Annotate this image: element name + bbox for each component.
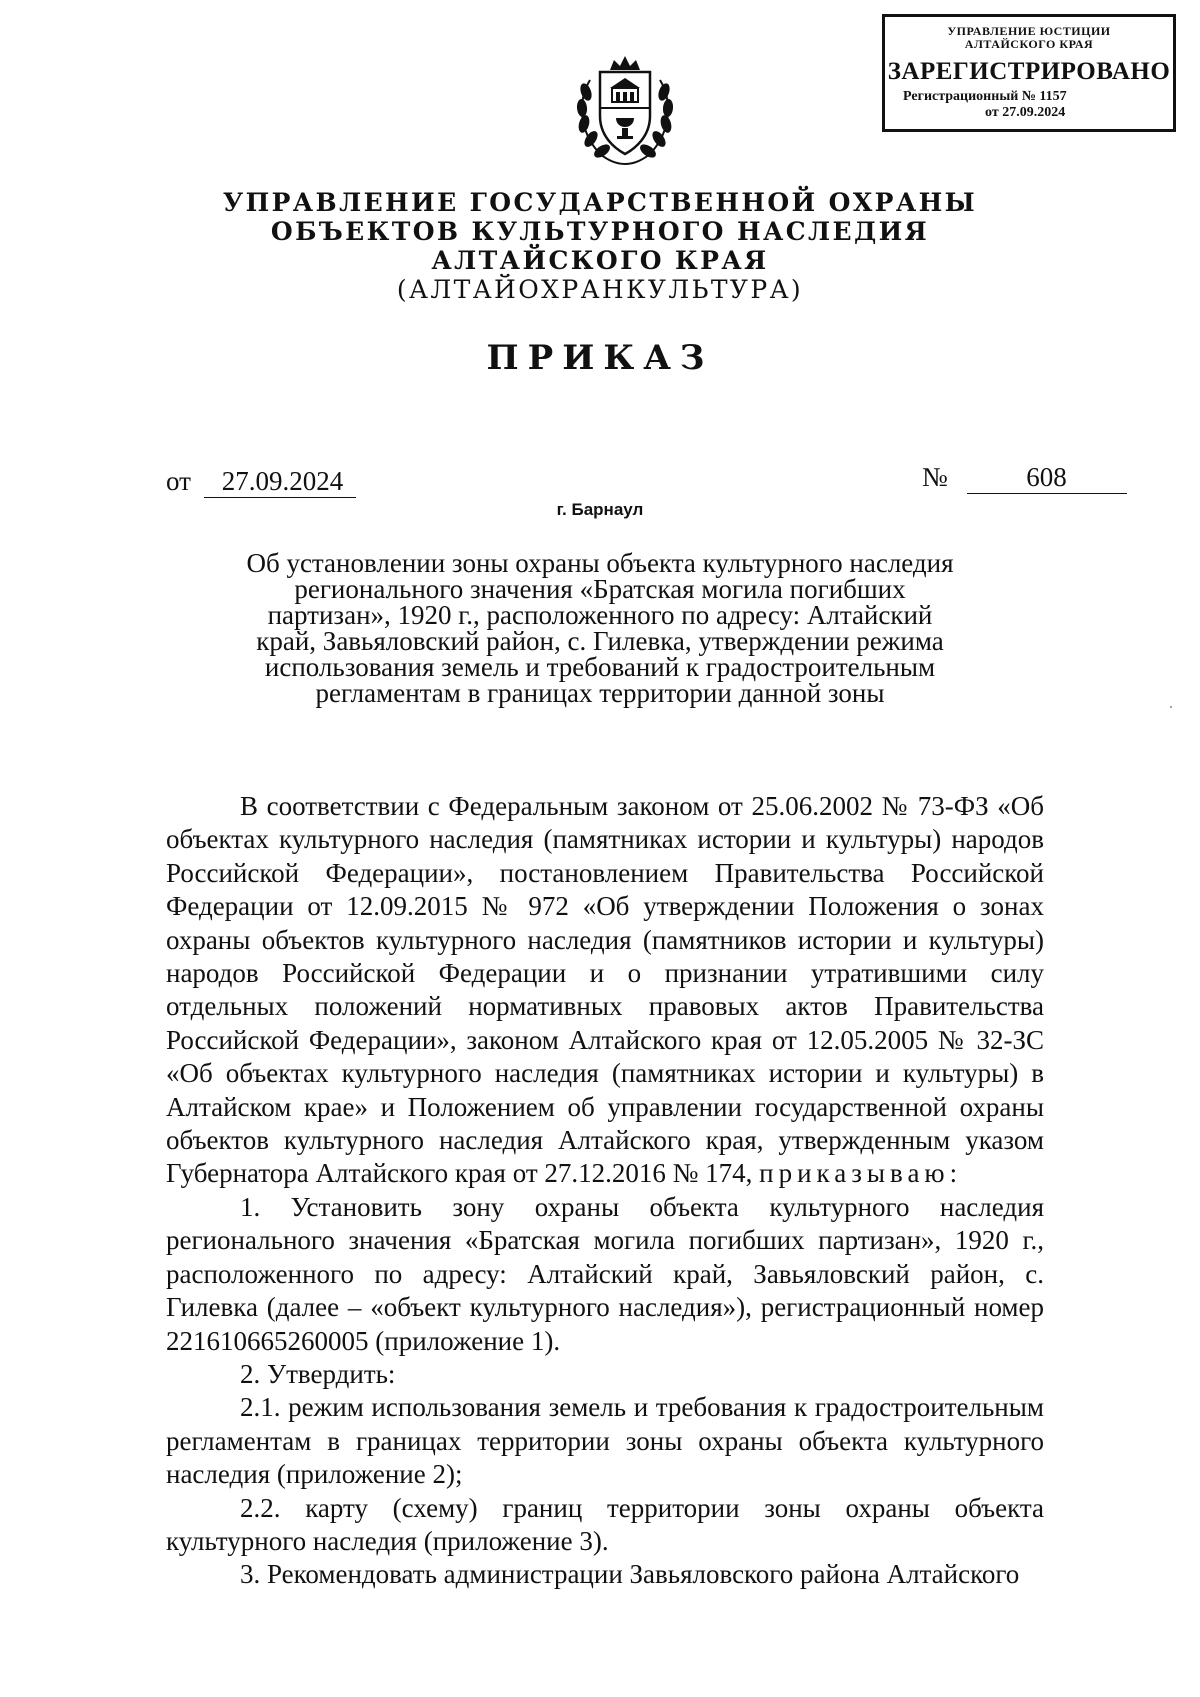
scan-speck [1170, 706, 1172, 708]
number-prefix: № [922, 462, 948, 492]
agency-line3: АЛТАЙСКОГО КРАЯ [431, 246, 769, 275]
stamp-reg-date: от 27.09.2024 [985, 105, 1066, 120]
document-subject [240, 550, 960, 706]
document-date: 27.09.2024 [204, 466, 356, 498]
item-2-2: 2.2. карту (схему) границ территории зоны охраны объекта культурного наследия (приложение 3). [166, 1492, 1044, 1556]
agency-line1: УПРАВЛЕНИЕ ГОСУДАРСТВЕННОЙ ОХРАНЫ [222, 188, 978, 217]
document-type-title: ПРИКАЗ [486, 338, 714, 378]
stamp-authority-line2: АЛТАЙСКОГО КРАЯ [964, 37, 1094, 51]
subject-line: партизан», 1920 г., расположенного по адресу: Алтайский [267, 600, 933, 630]
item-3: 3. Рекомендовать администрации Завьяловского района Алтайского [240, 1559, 1020, 1590]
stamp-authority-line1: УПРАВЛЕНИЕ ЮСТИЦИИ [947, 24, 1111, 38]
agency-abbreviation: (АЛТАЙОХРАНКУЛЬТУРА) [396, 275, 804, 304]
coat-of-arms-icon [572, 50, 678, 170]
document-number-row [922, 462, 1127, 494]
subject-line: регионального значения «Братская могила погибших [294, 574, 906, 604]
date-prefix: от [166, 466, 191, 496]
subject-line: Об установлении зоны охраны объекта культурного наследия [246, 548, 954, 578]
subject-line: использования земель и требований к градостроительным [264, 652, 936, 682]
registration-stamp [882, 14, 1176, 132]
stamp-status: ЗАРЕГИСТРИРОВАНО [887, 58, 1171, 85]
preamble-paragraph [166, 790, 1044, 1191]
document-date-row [166, 466, 356, 498]
order-word: приказываю: [759, 1158, 963, 1189]
document-city: г. Барнаул [556, 500, 644, 519]
document-number: 608 [967, 462, 1127, 494]
item-1: 1. Установить зону охраны объекта культурного наследия регионального значения «Братская могила погибших партизан», 1920 г., расположенного по адресу: Алтайский край, Завьяловский район, с. Гилевка (далее – «объект культурного наследия»), регистрационный номер 221610665260005 (приложение 1). [166, 1191, 1044, 1356]
stamp-reg-number: Регистрационный № 1157 [903, 89, 1067, 104]
item-2-1: 2.1. режим использования земель и требования к градостроительным регламентам в границах территории зоны охраны объекта культурного наследия (приложение 2); [166, 1392, 1044, 1490]
agency-line2: ОБЪЕКТОВ КУЛЬТУРНОГО НАСЛЕДИЯ [270, 217, 930, 246]
agency-header [150, 188, 1050, 304]
subject-line: край, Завьяловский район, с. Гилевка, утверждении режима [256, 626, 944, 656]
subject-line: регламентам в границах территории данной зоны [315, 678, 885, 708]
document-body [166, 790, 1044, 1592]
item-2: 2. Утвердить: [240, 1358, 396, 1389]
preamble-text: В соответствии с Федеральным законом от 25.06.2002 № 73-ФЗ «Об объектах культурного наследия (памятниках истории и культуры) народов Российской Федерации», постановлением Правительства Российской Федерации от 12.09.2015 № 972 «Об утверждении Положения о зонах охраны объектов культурного наследия (памятников истории и культуры) народов Российской Федерации и о признании утратившими силу отдельных положений нормативных правовых актов Правительства Российской Федерации», законом Алтайского края от 12.05.2005 № 32-ЗС «Об объектах культурного наследия (памятниках истории и культуры) в Алтайском крае» и Положением об управлении государственной охраны объектов культурного наследия Алтайского края, утвержденным указом Губернатора Алтайского края от 27.12.2016 № 174, [166, 791, 1044, 1189]
